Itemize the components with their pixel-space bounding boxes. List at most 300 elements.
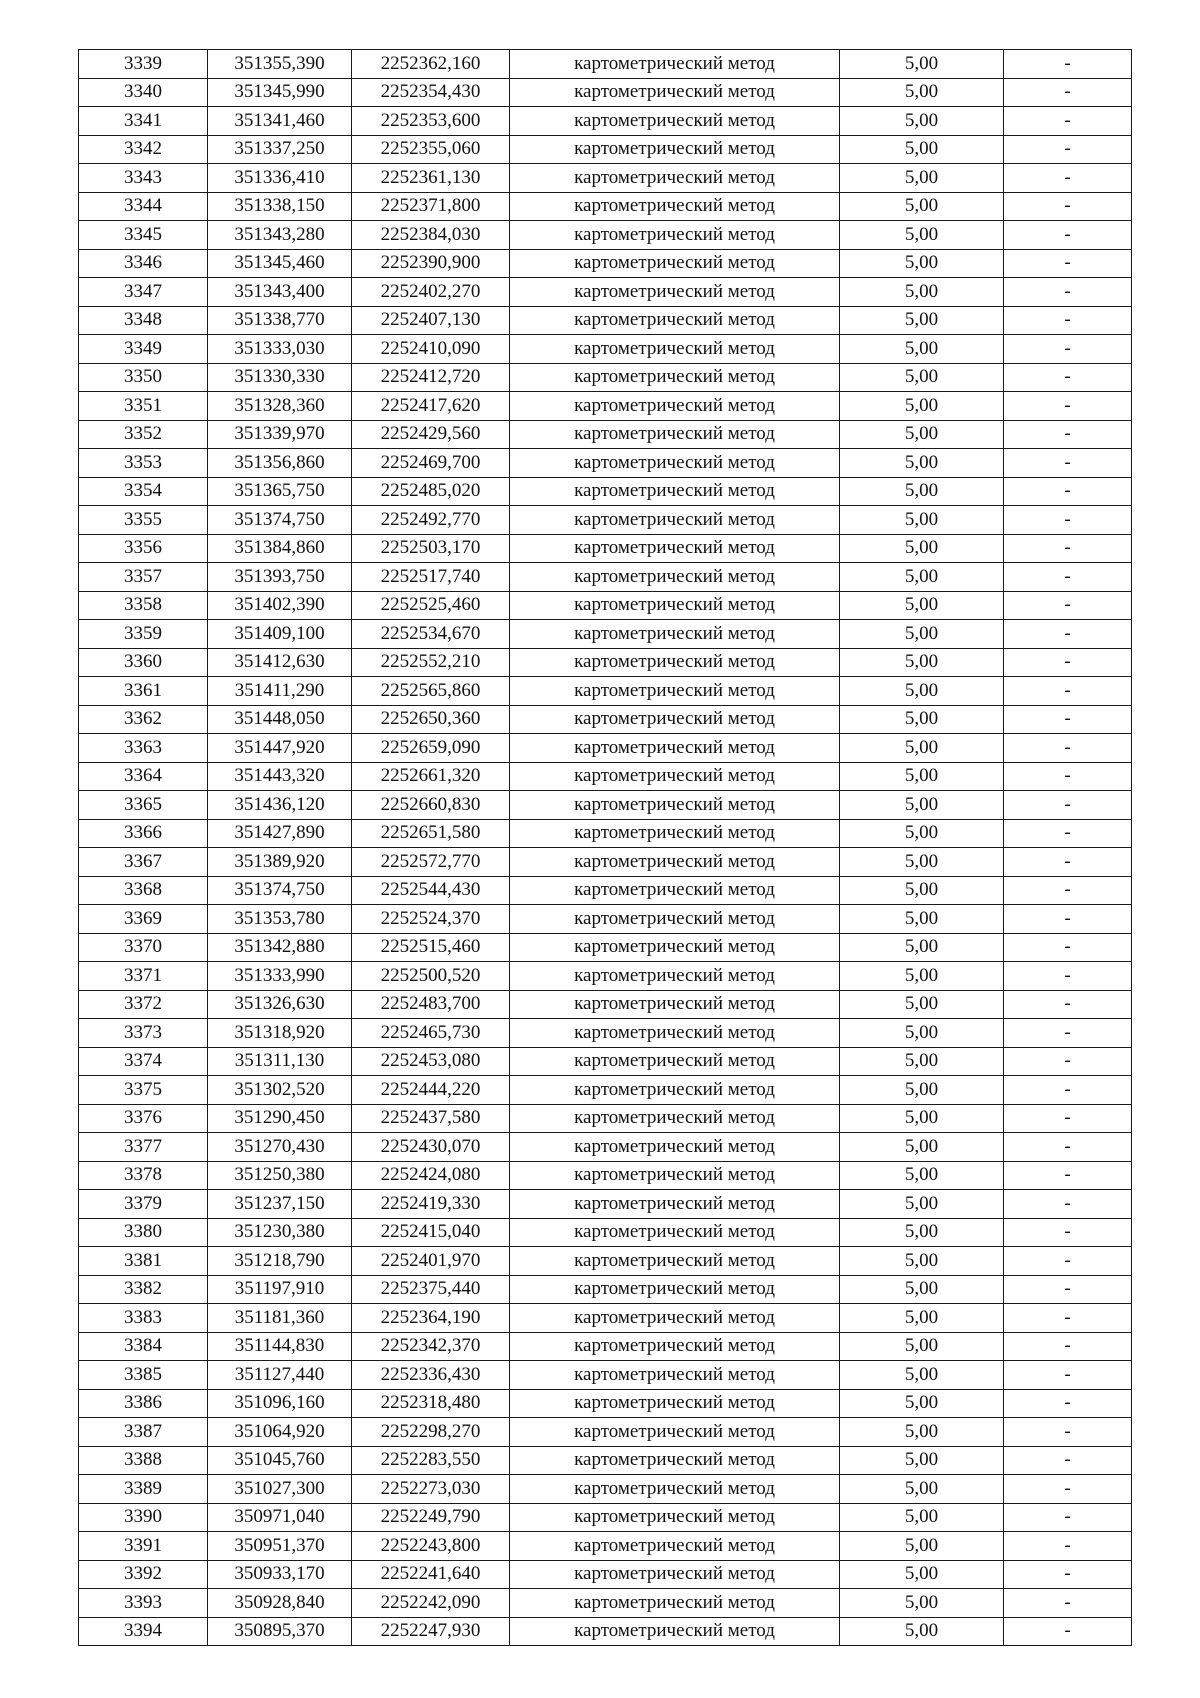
x-coordinate-cell: 351333,030 xyxy=(208,335,352,364)
method-cell: картометрический метод xyxy=(510,705,840,734)
y-coordinate-cell: 2252651,580 xyxy=(352,819,510,848)
method-cell: картометрический метод xyxy=(510,1218,840,1247)
table-row xyxy=(79,1218,1132,1247)
x-coordinate-cell: 351447,920 xyxy=(208,734,352,763)
table-row xyxy=(79,363,1132,392)
y-coordinate-cell: 2252572,770 xyxy=(352,848,510,877)
accuracy-cell: 5,00 xyxy=(840,1446,1004,1475)
point-number-cell: 3359 xyxy=(79,620,208,649)
table-row xyxy=(79,1247,1132,1276)
table-row xyxy=(79,677,1132,706)
y-coordinate-cell: 2252243,800 xyxy=(352,1532,510,1561)
description-cell: - xyxy=(1004,534,1132,563)
y-coordinate-cell: 2252552,210 xyxy=(352,648,510,677)
table-row xyxy=(79,734,1132,763)
x-coordinate-cell: 350933,170 xyxy=(208,1560,352,1589)
description-cell: - xyxy=(1004,249,1132,278)
table-row xyxy=(79,620,1132,649)
description-cell: - xyxy=(1004,1161,1132,1190)
y-coordinate-cell: 2252417,620 xyxy=(352,392,510,421)
description-cell: - xyxy=(1004,107,1132,136)
y-coordinate-cell: 2252410,090 xyxy=(352,335,510,364)
method-cell: картометрический метод xyxy=(510,819,840,848)
x-coordinate-cell: 351402,390 xyxy=(208,591,352,620)
method-cell: картометрический метод xyxy=(510,221,840,250)
x-coordinate-cell: 351409,100 xyxy=(208,620,352,649)
method-cell: картометрический метод xyxy=(510,363,840,392)
point-number-cell: 3373 xyxy=(79,1019,208,1048)
table-row xyxy=(79,648,1132,677)
description-cell: - xyxy=(1004,1076,1132,1105)
accuracy-cell: 5,00 xyxy=(840,1361,1004,1390)
table-row xyxy=(79,335,1132,364)
y-coordinate-cell: 2252453,080 xyxy=(352,1047,510,1076)
accuracy-cell: 5,00 xyxy=(840,563,1004,592)
method-cell: картометрический метод xyxy=(510,164,840,193)
table-row xyxy=(79,534,1132,563)
y-coordinate-cell: 2252390,900 xyxy=(352,249,510,278)
description-cell: - xyxy=(1004,905,1132,934)
point-number-cell: 3378 xyxy=(79,1161,208,1190)
y-coordinate-cell: 2252318,480 xyxy=(352,1389,510,1418)
point-number-cell: 3344 xyxy=(79,192,208,221)
description-cell: - xyxy=(1004,734,1132,763)
x-coordinate-cell: 350971,040 xyxy=(208,1503,352,1532)
x-coordinate-cell: 351328,360 xyxy=(208,392,352,421)
x-coordinate-cell: 351237,150 xyxy=(208,1190,352,1219)
accuracy-cell: 5,00 xyxy=(840,1332,1004,1361)
method-cell: картометрический метод xyxy=(510,306,840,335)
y-coordinate-cell: 2252430,070 xyxy=(352,1133,510,1162)
method-cell: картометрический метод xyxy=(510,648,840,677)
method-cell: картометрический метод xyxy=(510,1076,840,1105)
method-cell: картометрический метод xyxy=(510,192,840,221)
x-coordinate-cell: 351326,630 xyxy=(208,990,352,1019)
x-coordinate-cell: 351064,920 xyxy=(208,1418,352,1447)
description-cell: - xyxy=(1004,506,1132,535)
description-cell: - xyxy=(1004,1190,1132,1219)
y-coordinate-cell: 2252353,600 xyxy=(352,107,510,136)
point-number-cell: 3385 xyxy=(79,1361,208,1390)
x-coordinate-cell: 351027,300 xyxy=(208,1475,352,1504)
y-coordinate-cell: 2252444,220 xyxy=(352,1076,510,1105)
description-cell: - xyxy=(1004,477,1132,506)
table-row xyxy=(79,78,1132,107)
table-row xyxy=(79,1019,1132,1048)
description-cell: - xyxy=(1004,1304,1132,1333)
point-number-cell: 3341 xyxy=(79,107,208,136)
description-cell: - xyxy=(1004,819,1132,848)
method-cell: картометрический метод xyxy=(510,477,840,506)
description-cell: - xyxy=(1004,1332,1132,1361)
description-cell: - xyxy=(1004,762,1132,791)
x-coordinate-cell: 351345,990 xyxy=(208,78,352,107)
accuracy-cell: 5,00 xyxy=(840,1560,1004,1589)
point-number-cell: 3379 xyxy=(79,1190,208,1219)
accuracy-cell: 5,00 xyxy=(840,762,1004,791)
description-cell: - xyxy=(1004,363,1132,392)
description-cell: - xyxy=(1004,1560,1132,1589)
point-number-cell: 3351 xyxy=(79,392,208,421)
point-number-cell: 3376 xyxy=(79,1104,208,1133)
point-number-cell: 3381 xyxy=(79,1247,208,1276)
x-coordinate-cell: 351302,520 xyxy=(208,1076,352,1105)
y-coordinate-cell: 2252419,330 xyxy=(352,1190,510,1219)
method-cell: картометрический метод xyxy=(510,591,840,620)
accuracy-cell: 5,00 xyxy=(840,1589,1004,1618)
table-row xyxy=(79,50,1132,79)
point-number-cell: 3349 xyxy=(79,335,208,364)
y-coordinate-cell: 2252429,560 xyxy=(352,420,510,449)
y-coordinate-cell: 2252437,580 xyxy=(352,1104,510,1133)
y-coordinate-cell: 2252384,030 xyxy=(352,221,510,250)
accuracy-cell: 5,00 xyxy=(840,449,1004,478)
accuracy-cell: 5,00 xyxy=(840,78,1004,107)
table-row xyxy=(79,1617,1132,1646)
method-cell: картометрический метод xyxy=(510,1275,840,1304)
point-number-cell: 3356 xyxy=(79,534,208,563)
x-coordinate-cell: 351330,330 xyxy=(208,363,352,392)
y-coordinate-cell: 2252412,720 xyxy=(352,363,510,392)
point-number-cell: 3372 xyxy=(79,990,208,1019)
method-cell: картометрический метод xyxy=(510,506,840,535)
point-number-cell: 3343 xyxy=(79,164,208,193)
description-cell: - xyxy=(1004,1446,1132,1475)
description-cell: - xyxy=(1004,1247,1132,1276)
x-coordinate-cell: 351338,770 xyxy=(208,306,352,335)
x-coordinate-cell: 351374,750 xyxy=(208,876,352,905)
table-row xyxy=(79,933,1132,962)
accuracy-cell: 5,00 xyxy=(840,1190,1004,1219)
x-coordinate-cell: 351336,410 xyxy=(208,164,352,193)
point-number-cell: 3357 xyxy=(79,563,208,592)
y-coordinate-cell: 2252534,670 xyxy=(352,620,510,649)
method-cell: картометрический метод xyxy=(510,1446,840,1475)
y-coordinate-cell: 2252465,730 xyxy=(352,1019,510,1048)
method-cell: картометрический метод xyxy=(510,1332,840,1361)
accuracy-cell: 5,00 xyxy=(840,1418,1004,1447)
accuracy-cell: 5,00 xyxy=(840,848,1004,877)
y-coordinate-cell: 2252354,430 xyxy=(352,78,510,107)
method-cell: картометрический метод xyxy=(510,1047,840,1076)
accuracy-cell: 5,00 xyxy=(840,107,1004,136)
accuracy-cell: 5,00 xyxy=(840,791,1004,820)
table-row xyxy=(79,1332,1132,1361)
description-cell: - xyxy=(1004,848,1132,877)
point-number-cell: 3390 xyxy=(79,1503,208,1532)
point-number-cell: 3348 xyxy=(79,306,208,335)
description-cell: - xyxy=(1004,1589,1132,1618)
description-cell: - xyxy=(1004,677,1132,706)
y-coordinate-cell: 2252500,520 xyxy=(352,962,510,991)
point-number-cell: 3384 xyxy=(79,1332,208,1361)
method-cell: картометрический метод xyxy=(510,107,840,136)
y-coordinate-cell: 2252401,970 xyxy=(352,1247,510,1276)
table-row xyxy=(79,990,1132,1019)
point-number-cell: 3389 xyxy=(79,1475,208,1504)
method-cell: картометрический метод xyxy=(510,1190,840,1219)
point-number-cell: 3365 xyxy=(79,791,208,820)
x-coordinate-cell: 351343,280 xyxy=(208,221,352,250)
accuracy-cell: 5,00 xyxy=(840,1389,1004,1418)
y-coordinate-cell: 2252361,130 xyxy=(352,164,510,193)
coordinates-table-body xyxy=(79,50,1132,1646)
method-cell: картометрический метод xyxy=(510,1560,840,1589)
accuracy-cell: 5,00 xyxy=(840,905,1004,934)
method-cell: картометрический метод xyxy=(510,449,840,478)
accuracy-cell: 5,00 xyxy=(840,363,1004,392)
method-cell: картометрический метод xyxy=(510,620,840,649)
y-coordinate-cell: 2252517,740 xyxy=(352,563,510,592)
y-coordinate-cell: 2252273,030 xyxy=(352,1475,510,1504)
x-coordinate-cell: 351412,630 xyxy=(208,648,352,677)
description-cell: - xyxy=(1004,1275,1132,1304)
method-cell: картометрический метод xyxy=(510,876,840,905)
accuracy-cell: 5,00 xyxy=(840,1104,1004,1133)
x-coordinate-cell: 351218,790 xyxy=(208,1247,352,1276)
point-number-cell: 3386 xyxy=(79,1389,208,1418)
description-cell: - xyxy=(1004,648,1132,677)
method-cell: картометрический метод xyxy=(510,1418,840,1447)
table-row xyxy=(79,876,1132,905)
accuracy-cell: 5,00 xyxy=(840,164,1004,193)
accuracy-cell: 5,00 xyxy=(840,420,1004,449)
point-number-cell: 3362 xyxy=(79,705,208,734)
accuracy-cell: 5,00 xyxy=(840,677,1004,706)
method-cell: картометрический метод xyxy=(510,1389,840,1418)
accuracy-cell: 5,00 xyxy=(840,249,1004,278)
table-row xyxy=(79,164,1132,193)
method-cell: картометрический метод xyxy=(510,335,840,364)
accuracy-cell: 5,00 xyxy=(840,1247,1004,1276)
y-coordinate-cell: 2252375,440 xyxy=(352,1275,510,1304)
method-cell: картометрический метод xyxy=(510,1133,840,1162)
method-cell: картометрический метод xyxy=(510,420,840,449)
method-cell: картометрический метод xyxy=(510,1532,840,1561)
description-cell: - xyxy=(1004,78,1132,107)
description-cell: - xyxy=(1004,933,1132,962)
description-cell: - xyxy=(1004,278,1132,307)
method-cell: картометрический метод xyxy=(510,1019,840,1048)
point-number-cell: 3374 xyxy=(79,1047,208,1076)
x-coordinate-cell: 351389,920 xyxy=(208,848,352,877)
method-cell: картометрический метод xyxy=(510,1617,840,1646)
accuracy-cell: 5,00 xyxy=(840,392,1004,421)
y-coordinate-cell: 2252362,160 xyxy=(352,50,510,79)
x-coordinate-cell: 351374,750 xyxy=(208,506,352,535)
method-cell: картометрический метод xyxy=(510,1503,840,1532)
method-cell: картометрический метод xyxy=(510,734,840,763)
table-row xyxy=(79,192,1132,221)
point-number-cell: 3346 xyxy=(79,249,208,278)
table-row xyxy=(79,762,1132,791)
accuracy-cell: 5,00 xyxy=(840,1076,1004,1105)
point-number-cell: 3358 xyxy=(79,591,208,620)
description-cell: - xyxy=(1004,1532,1132,1561)
method-cell: картометрический метод xyxy=(510,78,840,107)
point-number-cell: 3391 xyxy=(79,1532,208,1561)
x-coordinate-cell: 351270,430 xyxy=(208,1133,352,1162)
point-number-cell: 3345 xyxy=(79,221,208,250)
accuracy-cell: 5,00 xyxy=(840,1047,1004,1076)
description-cell: - xyxy=(1004,591,1132,620)
table-row xyxy=(79,1503,1132,1532)
point-number-cell: 3367 xyxy=(79,848,208,877)
x-coordinate-cell: 350895,370 xyxy=(208,1617,352,1646)
accuracy-cell: 5,00 xyxy=(840,1503,1004,1532)
y-coordinate-cell: 2252249,790 xyxy=(352,1503,510,1532)
method-cell: картометрический метод xyxy=(510,677,840,706)
accuracy-cell: 5,00 xyxy=(840,1617,1004,1646)
point-number-cell: 3340 xyxy=(79,78,208,107)
table-row xyxy=(79,420,1132,449)
description-cell: - xyxy=(1004,1218,1132,1247)
table-row xyxy=(79,1275,1132,1304)
x-coordinate-cell: 351127,440 xyxy=(208,1361,352,1390)
accuracy-cell: 5,00 xyxy=(840,734,1004,763)
x-coordinate-cell: 351311,130 xyxy=(208,1047,352,1076)
description-cell: - xyxy=(1004,1019,1132,1048)
y-coordinate-cell: 2252336,430 xyxy=(352,1361,510,1390)
accuracy-cell: 5,00 xyxy=(840,990,1004,1019)
method-cell: картометрический метод xyxy=(510,278,840,307)
table-row xyxy=(79,1104,1132,1133)
x-coordinate-cell: 351393,750 xyxy=(208,563,352,592)
method-cell: картометрический метод xyxy=(510,1589,840,1618)
accuracy-cell: 5,00 xyxy=(840,534,1004,563)
y-coordinate-cell: 2252242,090 xyxy=(352,1589,510,1618)
table-row xyxy=(79,221,1132,250)
description-cell: - xyxy=(1004,1133,1132,1162)
description-cell: - xyxy=(1004,306,1132,335)
method-cell: картометрический метод xyxy=(510,933,840,962)
description-cell: - xyxy=(1004,876,1132,905)
table-row xyxy=(79,135,1132,164)
description-cell: - xyxy=(1004,135,1132,164)
point-number-cell: 3355 xyxy=(79,506,208,535)
table-row xyxy=(79,905,1132,934)
y-coordinate-cell: 2252650,360 xyxy=(352,705,510,734)
table-row xyxy=(79,278,1132,307)
x-coordinate-cell: 351411,290 xyxy=(208,677,352,706)
description-cell: - xyxy=(1004,1475,1132,1504)
point-number-cell: 3339 xyxy=(79,50,208,79)
table-row xyxy=(79,1304,1132,1333)
description-cell: - xyxy=(1004,620,1132,649)
y-coordinate-cell: 2252565,860 xyxy=(352,677,510,706)
table-row xyxy=(79,563,1132,592)
method-cell: картометрический метод xyxy=(510,1361,840,1390)
point-number-cell: 3353 xyxy=(79,449,208,478)
method-cell: картометрический метод xyxy=(510,249,840,278)
description-cell: - xyxy=(1004,1047,1132,1076)
y-coordinate-cell: 2252298,270 xyxy=(352,1418,510,1447)
table-row xyxy=(79,705,1132,734)
accuracy-cell: 5,00 xyxy=(840,1532,1004,1561)
description-cell: - xyxy=(1004,563,1132,592)
accuracy-cell: 5,00 xyxy=(840,1304,1004,1333)
method-cell: картометрический метод xyxy=(510,791,840,820)
y-coordinate-cell: 2252503,170 xyxy=(352,534,510,563)
method-cell: картометрический метод xyxy=(510,534,840,563)
method-cell: картометрический метод xyxy=(510,135,840,164)
table-row xyxy=(79,962,1132,991)
x-coordinate-cell: 351342,880 xyxy=(208,933,352,962)
method-cell: картометрический метод xyxy=(510,1247,840,1276)
accuracy-cell: 5,00 xyxy=(840,192,1004,221)
table-row xyxy=(79,1389,1132,1418)
point-number-cell: 3380 xyxy=(79,1218,208,1247)
table-row xyxy=(79,1446,1132,1475)
description-cell: - xyxy=(1004,791,1132,820)
table-row xyxy=(79,848,1132,877)
point-number-cell: 3369 xyxy=(79,905,208,934)
point-number-cell: 3394 xyxy=(79,1617,208,1646)
table-row xyxy=(79,449,1132,478)
y-coordinate-cell: 2252283,550 xyxy=(352,1446,510,1475)
method-cell: картометрический метод xyxy=(510,762,840,791)
accuracy-cell: 5,00 xyxy=(840,1275,1004,1304)
y-coordinate-cell: 2252524,370 xyxy=(352,905,510,934)
point-number-cell: 3392 xyxy=(79,1560,208,1589)
table-row xyxy=(79,1532,1132,1561)
x-coordinate-cell: 351230,380 xyxy=(208,1218,352,1247)
point-number-cell: 3388 xyxy=(79,1446,208,1475)
method-cell: картометрический метод xyxy=(510,563,840,592)
accuracy-cell: 5,00 xyxy=(840,306,1004,335)
method-cell: картометрический метод xyxy=(510,990,840,1019)
point-number-cell: 3354 xyxy=(79,477,208,506)
y-coordinate-cell: 2252371,800 xyxy=(352,192,510,221)
y-coordinate-cell: 2252544,430 xyxy=(352,876,510,905)
point-number-cell: 3352 xyxy=(79,420,208,449)
table-row xyxy=(79,107,1132,136)
table-row xyxy=(79,1589,1132,1618)
x-coordinate-cell: 351353,780 xyxy=(208,905,352,934)
y-coordinate-cell: 2252485,020 xyxy=(352,477,510,506)
y-coordinate-cell: 2252492,770 xyxy=(352,506,510,535)
point-number-cell: 3370 xyxy=(79,933,208,962)
description-cell: - xyxy=(1004,192,1132,221)
table-row xyxy=(79,1560,1132,1589)
accuracy-cell: 5,00 xyxy=(840,819,1004,848)
method-cell: картометрический метод xyxy=(510,1104,840,1133)
x-coordinate-cell: 351384,860 xyxy=(208,534,352,563)
table-row xyxy=(79,306,1132,335)
point-number-cell: 3360 xyxy=(79,648,208,677)
description-cell: - xyxy=(1004,420,1132,449)
accuracy-cell: 5,00 xyxy=(840,705,1004,734)
table-row xyxy=(79,1047,1132,1076)
x-coordinate-cell: 351197,910 xyxy=(208,1275,352,1304)
method-cell: картометрический метод xyxy=(510,905,840,934)
accuracy-cell: 5,00 xyxy=(840,962,1004,991)
x-coordinate-cell: 351250,380 xyxy=(208,1161,352,1190)
table-row xyxy=(79,1361,1132,1390)
description-cell: - xyxy=(1004,392,1132,421)
y-coordinate-cell: 2252342,370 xyxy=(352,1332,510,1361)
y-coordinate-cell: 2252241,640 xyxy=(352,1560,510,1589)
accuracy-cell: 5,00 xyxy=(840,477,1004,506)
table-row xyxy=(79,1475,1132,1504)
point-number-cell: 3342 xyxy=(79,135,208,164)
table-row xyxy=(79,1161,1132,1190)
point-number-cell: 3387 xyxy=(79,1418,208,1447)
table-row xyxy=(79,591,1132,620)
accuracy-cell: 5,00 xyxy=(840,221,1004,250)
accuracy-cell: 5,00 xyxy=(840,1475,1004,1504)
x-coordinate-cell: 351356,860 xyxy=(208,449,352,478)
